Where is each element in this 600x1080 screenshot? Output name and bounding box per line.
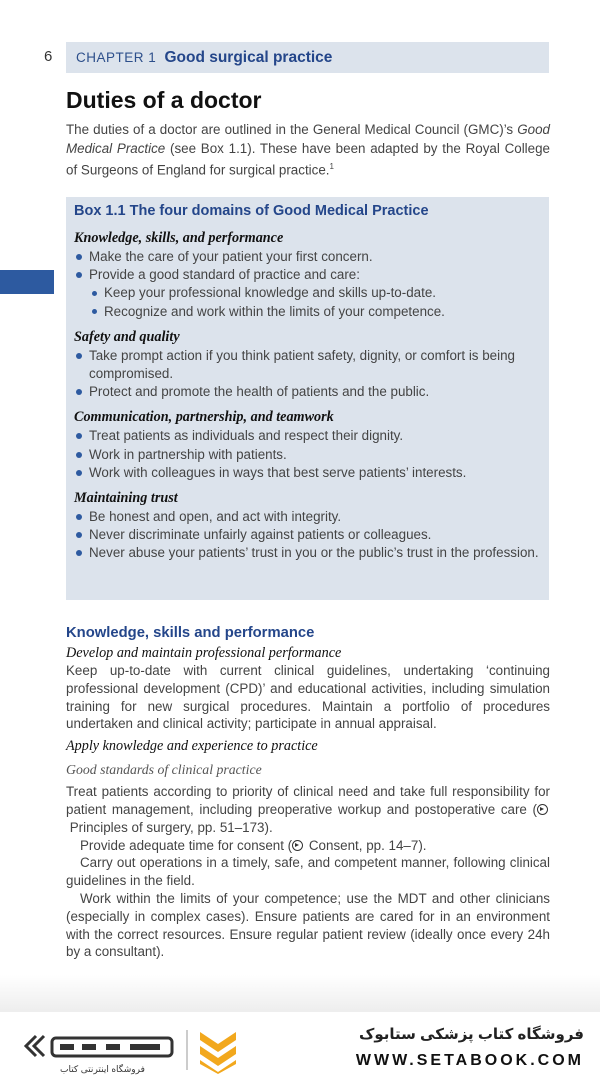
page-fade bbox=[0, 975, 600, 1015]
paragraph bbox=[66, 783, 550, 836]
cross-reference[interactable]: Principles of surgery, pp. 51–173 bbox=[69, 819, 265, 835]
section-title: Duties of a doctor bbox=[66, 87, 262, 113]
intro-text: The duties of a doctor are outlined in the General Medical Council (GMC)’s bbox=[66, 122, 518, 137]
intro-italic: Good Medical Practice bbox=[66, 122, 550, 156]
intro-footnote: 1 bbox=[329, 162, 334, 171]
store-url[interactable]: WWW.SETABOOK.COM bbox=[355, 1052, 584, 1069]
cross-reference-icon bbox=[292, 840, 303, 851]
arrow-logo-icon bbox=[26, 1036, 44, 1056]
list-item: Keep your professional knowledge and skills up-to-date. bbox=[74, 284, 541, 302]
list-item: Take prompt action if you think patient safety, dignity, or comfort is being compromised. bbox=[74, 347, 541, 383]
body-heading: Knowledge, skills and performance bbox=[66, 625, 315, 641]
footer-banner bbox=[0, 1012, 600, 1080]
paragraph: Carry out operations in a timely, safe, and competent manner, following clinical guidelines in the field. bbox=[66, 855, 550, 889]
page-number: 6 bbox=[44, 48, 53, 65]
chapter-header bbox=[66, 42, 549, 73]
paragraph: Work within the limits of your competence; use the MDT and other clinicians (especially in complex cases). Ensure patients are cared for in an environment with the correct resources. Ensure regular patient review (ideally once every 24h by a consultant). bbox=[66, 890, 550, 960]
paragraph: Keep up-to-date with current clinical guidelines, undertaking ‘continuing professional development (CPD)’ and educational activities, including simulation training for new surgical procedures. Maintain a portfolio of procedures undertaken and clinical activity; participate in annual appraisal. bbox=[66, 663, 550, 732]
intro-text-2: (see Box 1.1). These have been adapted by the Royal College of Surgeons of England for surgical practice. bbox=[66, 140, 550, 178]
paragraph-text: ). bbox=[418, 837, 427, 853]
list-item: Protect and promote the health of patients and the public. bbox=[74, 383, 541, 401]
chapter-label: CHAPTER 1 bbox=[76, 50, 157, 65]
list-item: Work with colleagues in ways that best serve patients’ interests. bbox=[74, 464, 541, 482]
chapter-thumb-tab bbox=[0, 270, 54, 294]
box-title: Box 1.1 The four domains of Good Medical Practice bbox=[74, 203, 429, 219]
domain-heading: Knowledge, skills, and performance bbox=[74, 230, 284, 246]
paragraph-text: Provide adequate time for consent ( bbox=[80, 837, 293, 853]
list-item: Recognize and work within the limits of your competence. bbox=[74, 303, 541, 321]
paragraph-text: ). bbox=[264, 819, 273, 835]
domain-list bbox=[74, 248, 541, 321]
domain-heading: Maintaining trust bbox=[74, 490, 178, 507]
list-item: Never discriminate unfairly against patients or colleagues. bbox=[74, 526, 541, 544]
sub-heading: Develop and maintain professional performance bbox=[66, 645, 342, 661]
sub-heading: Apply knowledge and experience to practice bbox=[66, 738, 318, 755]
sub-sub-heading: Good standards of clinical practice bbox=[66, 762, 262, 778]
domain-heading: Safety and quality bbox=[74, 328, 180, 345]
list-item: Provide a good standard of practice and care: bbox=[74, 266, 541, 284]
domain-heading: Communication, partnership, and teamwork bbox=[74, 409, 334, 426]
cross-reference-icon bbox=[537, 804, 548, 815]
paragraph-text: Treat patients according to priority of clinical need and take full responsibility for patient management, including preoperative workup and postoperative care ( bbox=[66, 784, 550, 817]
list-item: Never abuse your patients’ trust in you or the public’s trust in the profession. bbox=[74, 544, 541, 562]
domain-list bbox=[74, 427, 541, 482]
list-item: Be honest and open, and act with integrity. bbox=[74, 508, 541, 526]
list-item: Work in partnership with patients. bbox=[74, 446, 541, 464]
domain-list bbox=[74, 508, 541, 563]
logo-subtitle: فروشگاه اینترنتی کتاب bbox=[60, 1064, 145, 1074]
chevron-logo-icon bbox=[200, 1032, 236, 1074]
list-item: Make the care of your patient your first concern. bbox=[74, 248, 541, 266]
paragraph bbox=[66, 837, 550, 855]
box-1-1 bbox=[66, 197, 549, 600]
cross-reference[interactable]: Consent, pp. 14–7 bbox=[308, 837, 419, 853]
domain-list bbox=[74, 347, 541, 402]
store-name: فروشگاه کتاب پزشکی ستابوک bbox=[358, 1026, 584, 1043]
list-item: Treat patients as individuals and respect their dignity. bbox=[74, 427, 541, 445]
intro-paragraph bbox=[66, 121, 550, 180]
body-section bbox=[66, 625, 550, 961]
chapter-name: Good surgical practice bbox=[164, 49, 333, 66]
